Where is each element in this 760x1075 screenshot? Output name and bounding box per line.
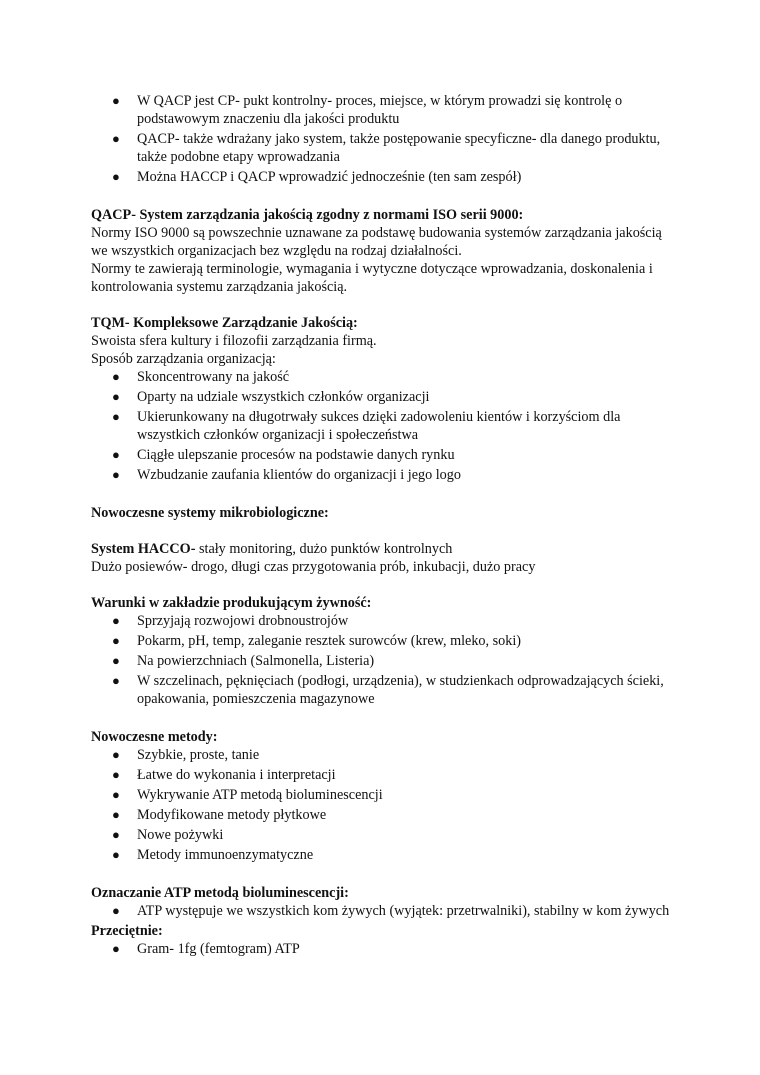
- hacco-line-1: [91, 540, 676, 558]
- list-item: ● Nowe pożywki: [112, 827, 224, 843]
- tqm-paragraph-2: Sposób zarządzania organizacją:: [91, 351, 276, 367]
- bullet-icon: ●: [112, 169, 120, 184]
- list-item: ● Wykrywanie ATP metodą bioluminescencji: [112, 787, 383, 803]
- hacco-text: stały monitoring, dużo punktów kontrolnych: [195, 541, 453, 557]
- list-item: ● Wzbudzanie zaufania klientów do organizacji i jego logo: [112, 467, 461, 483]
- list-item: ● Łatwe do wykonania i interpretacji: [112, 767, 336, 783]
- list-item: ● Można HACCP i QACP wprowadzić jednocześnie (ten sam zespół): [112, 169, 522, 185]
- intro-list: [91, 92, 676, 186]
- bullet-icon: ●: [112, 787, 120, 802]
- list-item: ● Oparty na udziale wszystkich członków organizacji: [112, 389, 430, 405]
- list-item: ● Na powierzchniach (Salmonella, Listeria): [112, 653, 375, 669]
- bullet-icon: ●: [112, 807, 120, 822]
- tqm-list: [91, 368, 676, 484]
- list-item: ● Skoncentrowany na jakość: [112, 369, 290, 385]
- hacco-label: System HACCO-: [91, 541, 196, 557]
- bullet-icon: ●: [112, 131, 120, 146]
- bullet-icon: ●: [112, 653, 120, 668]
- bullet-icon: ●: [112, 673, 120, 688]
- list-item: ● Ukierunkowany na długotrwały sukces dzięki zadowoleniu kientów i korzyściom dla wszystkich członków organizacji i społeczeństwa: [112, 409, 621, 443]
- bullet-icon: ●: [112, 369, 120, 384]
- bullet-icon: ●: [112, 613, 120, 628]
- list-item: ● W QACP jest CP- pukt kontrolny- proces, miejsce, w którym prowadzi się kontrolę o podstawowym znaczeniu dla jakości produktu: [112, 93, 623, 127]
- tqm-heading: TQM- Kompleksowe Zarządzanie Jakością:: [91, 315, 358, 331]
- list-item: ● Sprzyjają rozwojowi drobnoustrojów: [112, 613, 349, 629]
- list-item: ● QACP- także wdrażany jako system, także postępowanie specyficzne- dla danego produktu, także podobne etapy wprowadzania: [112, 131, 661, 165]
- bullet-icon: ●: [112, 941, 120, 956]
- atp-heading: Oznaczanie ATP metodą bioluminescencji:: [91, 885, 349, 901]
- bullet-icon: ●: [112, 847, 120, 862]
- document-content: [91, 92, 676, 960]
- list-item: ● Pokarm, pH, temp, zaleganie resztek surowców (krew, mleko, soki): [112, 633, 521, 649]
- bullet-icon: ●: [112, 767, 120, 782]
- qacp-paragraph-1: Normy ISO 9000 są powszechnie uznawane za podstawę budowania systemów zarządzania jakością we wszystkich organizacjach bez względu na rodzaj działalności.: [91, 225, 662, 259]
- warunki-list: [91, 612, 676, 708]
- bullet-icon: ●: [112, 467, 120, 482]
- metody-heading: Nowoczesne metody:: [91, 729, 218, 745]
- list-item: ● W szczelinach, pęknięciach (podłogi, urządzenia), w studzienkach odprowadzających ścieki, opakowania, pomieszczenia magazynowe: [112, 673, 664, 707]
- list-item: ● Gram- 1fg (femtogram) ATP: [112, 941, 300, 957]
- warunki-heading: Warunki w zakładzie produkującym żywność:: [91, 595, 372, 611]
- atp-sub-list: [91, 940, 676, 958]
- list-item: ● Metody immunoenzymatyczne: [112, 847, 314, 863]
- atp-list: [91, 902, 676, 920]
- hacco-line-2: Dużo posiewów- drogo, długi czas przygotowania prób, inkubacji, dużo pracy: [91, 559, 536, 575]
- bullet-icon: ●: [112, 447, 120, 462]
- bullet-icon: ●: [112, 827, 120, 842]
- atp-sub-heading: Przeciętnie:: [91, 923, 163, 939]
- list-item: ● Szybkie, proste, tanie: [112, 747, 260, 763]
- micro-heading: Nowoczesne systemy mikrobiologiczne:: [91, 505, 329, 521]
- qacp-paragraph-2: Normy te zawierają terminologie, wymagania i wytyczne dotyczące wprowadzania, doskonalenia i kontrolowania systemu zarządzania jakością.: [91, 261, 653, 295]
- bullet-icon: ●: [112, 93, 120, 108]
- tqm-paragraph-1: Swoista sfera kultury i filozofii zarządzania firmą.: [91, 333, 377, 349]
- bullet-icon: ●: [112, 747, 120, 762]
- list-item: ● Ciągłe ulepszanie procesów na podstawie danych rynku: [112, 447, 455, 463]
- metody-list: [91, 746, 676, 864]
- bullet-icon: ●: [112, 633, 120, 648]
- list-item: ● ATP występuje we wszystkich kom żywych (wyjątek: przetrwalniki), stabilny w kom żywych: [112, 903, 670, 919]
- qacp-heading: QACP- System zarządzania jakością zgodny z normami ISO serii 9000:: [91, 207, 524, 223]
- bullet-icon: ●: [112, 389, 120, 404]
- bullet-icon: ●: [112, 903, 120, 918]
- bullet-icon: ●: [112, 409, 120, 424]
- list-item: ● Modyfikowane metody płytkowe: [112, 807, 327, 823]
